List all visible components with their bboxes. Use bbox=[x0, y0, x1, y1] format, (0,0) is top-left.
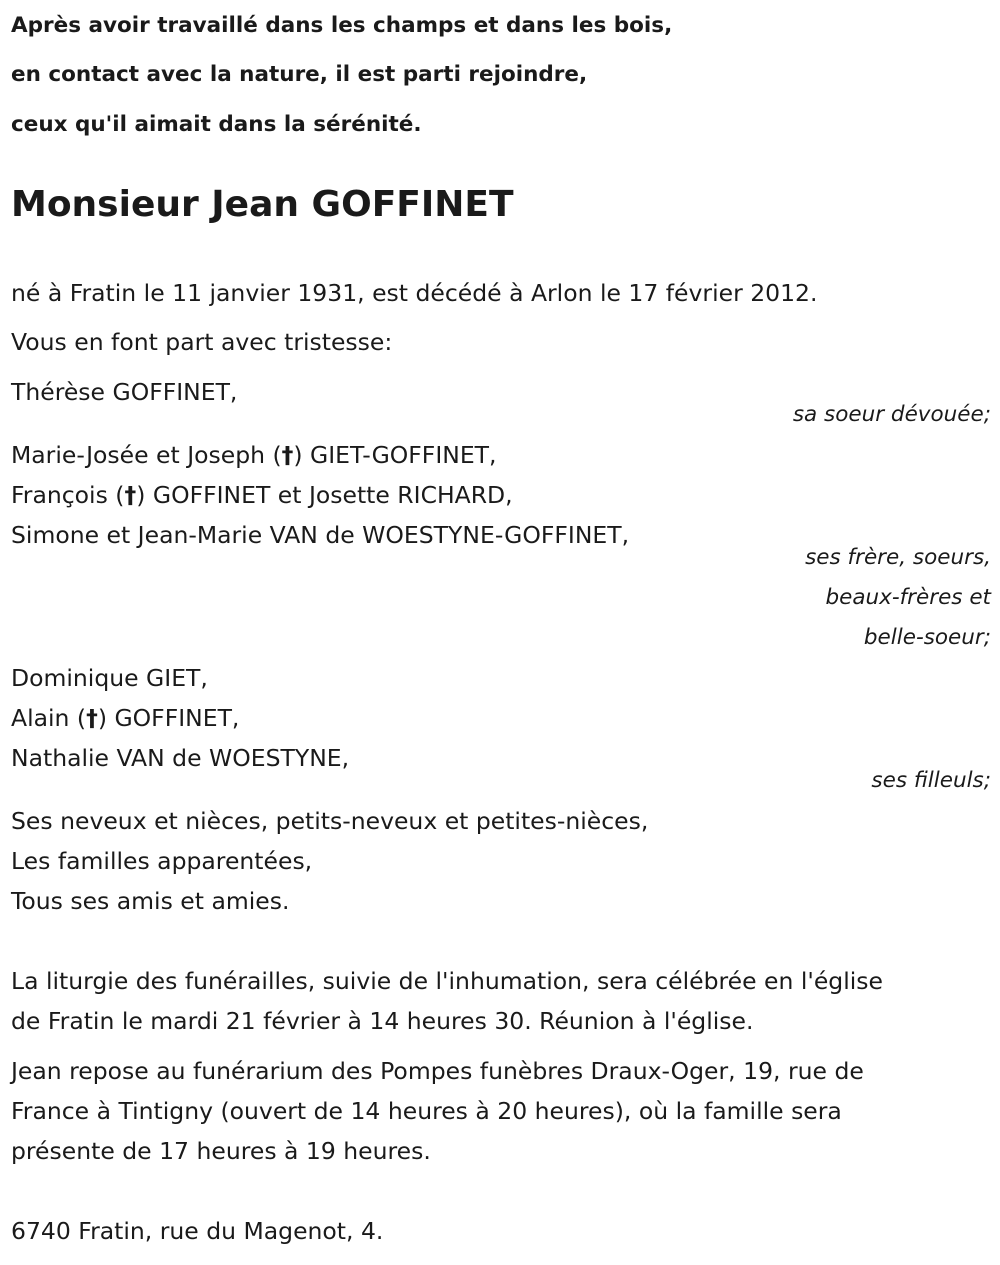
intro-line: ceux qu'il aimait dans la sérénité. bbox=[11, 112, 422, 137]
deceased-name: Monsieur Jean GOFFINET bbox=[11, 184, 514, 225]
godchild: Nathalie VAN de WOESTYNE, bbox=[11, 744, 350, 772]
other-relatives-line: Tous ses amis et amies. bbox=[11, 887, 290, 915]
family-member: François (†) GOFFINET et Josette RICHARD, bbox=[11, 481, 513, 509]
other-relatives-line: Ses neveux et nièces, petits-neveux et petites-nièces, bbox=[11, 807, 649, 835]
address: 6740 Fratin, rue du Magenot, 4. bbox=[11, 1217, 384, 1245]
family-member: Thérèse GOFFINET, bbox=[11, 378, 238, 406]
godchild: Dominique GIET, bbox=[11, 664, 208, 692]
relation-label: ses frère, soeurs, bbox=[805, 545, 991, 570]
funerarium-info-line: France à Tintigny (ouvert de 14 heures à 20 heures), où la famille sera bbox=[11, 1097, 842, 1125]
intro-line: en contact avec la nature, il est parti rejoindre, bbox=[11, 62, 588, 87]
deceased-cross-icon: † bbox=[281, 441, 294, 469]
deceased-cross-icon: † bbox=[124, 481, 137, 509]
funerarium-info-line: présente de 17 heures à 19 heures. bbox=[11, 1137, 431, 1165]
family-member: Simone et Jean-Marie VAN de WOESTYNE-GOFFINET, bbox=[11, 521, 630, 549]
family-member: Marie-Josée et Joseph (†) GIET-GOFFINET, bbox=[11, 441, 497, 469]
intro-line: Après avoir travaillé dans les champs et dans les bois, bbox=[11, 13, 673, 38]
relation-label: beaux-frères et bbox=[825, 585, 991, 610]
funerarium-info-line: Jean repose au funérarium des Pompes funèbres Draux-Oger, 19, rue de bbox=[11, 1057, 864, 1085]
relation-label: belle-soeur; bbox=[863, 625, 991, 650]
deceased-cross-icon: † bbox=[86, 704, 98, 732]
relation-label: ses filleuls; bbox=[871, 768, 991, 793]
funeral-info-line: de Fratin le mardi 21 février à 14 heures 30. Réunion à l'église. bbox=[11, 1007, 754, 1035]
funeral-info-line: La liturgie des funérailles, suivie de l'inhumation, sera célébrée en l'église bbox=[11, 967, 883, 995]
birth-death-line: né à Fratin le 11 janvier 1931, est décédé à Arlon le 17 février 2012. bbox=[11, 279, 818, 307]
announcement-line: Vous en font part avec tristesse: bbox=[11, 328, 393, 356]
godchild: Alain (†) GOFFINET, bbox=[11, 704, 240, 732]
relation-label: sa soeur dévouée; bbox=[792, 402, 991, 427]
other-relatives-line: Les familles apparentées, bbox=[11, 847, 313, 875]
